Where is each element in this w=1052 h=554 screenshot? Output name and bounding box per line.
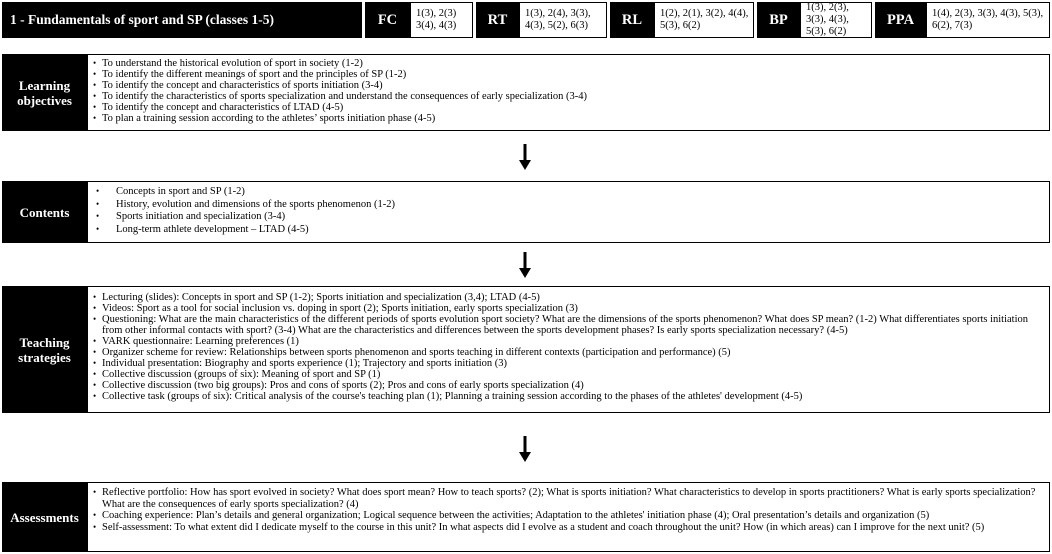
rl-values: 1(2), 2(1), 3(2), 4(4), 5(3), 6(2) <box>654 2 754 38</box>
objective-item: • To understand the historical evolution of sport in society (1-2) <box>92 58 1045 69</box>
rt-label: RT <box>476 2 519 38</box>
objective-item: • To identify the concept and characteristics of LTAD (4-5) <box>92 102 1045 113</box>
learning-objectives-label: Learning objectives <box>2 54 87 131</box>
assessment-item: • Coaching experience: Plan’s details and general organization; Logical sequence between the activities; Adaptation to the athletes' initiation phase (4); Oral presentation’s details and organization (5) <box>92 510 1045 522</box>
strategy-item: • Questioning: What are the main characteristics of the different periods of sports evolution sport society? What are the dimensions of the sports phenomenon? What does SP mean? (1-2) What differentiates sports initiation from other informal contacts with sport? (3-4) What are the characteristics and differences between the sports development phases? Is early sports specialization necessary? (4-5) <box>92 314 1045 336</box>
down-arrow-icon <box>519 436 531 462</box>
objective-item: • To identify the different meanings of sport and the principles of SP (1-2) <box>92 69 1045 80</box>
content-item: • Long-term athlete development – LTAD (4-5) <box>92 224 1045 235</box>
objective-item: • To identify the concept and characteristics of sports initiation (3-4) <box>92 80 1045 91</box>
strategy-item: • Lecturing (slides): Concepts in sport and SP (1-2); Sports initiation and specialization (3,4); LTAD (4-5) <box>92 292 1045 303</box>
assessments-box <box>87 482 1050 552</box>
ppa-values: 1(4), 2(3), 3(3), 4(3), 5(3), 6(2), 7(3) <box>926 2 1050 38</box>
strategy-item: • Videos: Sport as a tool for social inclusion vs. doping in sport (2); Sports initiation, early sports specialization (3) <box>92 303 1045 314</box>
strategy-item: • Collective discussion (groups of six): Meaning of sport and SP (1) <box>92 369 1045 380</box>
down-arrow-icon <box>519 252 531 278</box>
strategy-item: • Collective task (groups of six): Critical analysis of the course's teaching plan (1); Planning a training session according to the phases of the athletes' development (4-5) <box>92 391 1045 402</box>
ppa-label: PPA <box>875 2 926 38</box>
assessments-label: Assessments <box>2 482 87 552</box>
bp-values: 1(3), 2(3), 3(3), 4(3), 5(3), 6(2) <box>800 2 872 38</box>
fc-label: FC <box>365 2 410 38</box>
objective-item: • To identify the characteristics of sports specialization and understand the consequences of early specialization (3-4) <box>92 91 1045 102</box>
bp-label: BP <box>757 2 800 38</box>
strategy-item: • VARK questionnaire: Learning preferences (1) <box>92 336 1045 347</box>
assessment-item: • Reflective portfolio: How has sport evolved in society? What does sport mean? How to teach sports? (2); What is sports initiation? What characteristics to develop in sports practitioners? What is early sports specialization? What are the consequences of early sports specialization? (4) <box>92 487 1045 510</box>
rl-label: RL <box>610 2 654 38</box>
down-arrow-icon <box>519 144 531 170</box>
contents-box <box>87 181 1050 243</box>
rt-values: 1(3), 2(4), 3(3), 4(3), 5(2), 6(3) <box>519 2 607 38</box>
objective-item: • To plan a training session according to the athletes’ sports initiation phase (4-5) <box>92 113 1045 124</box>
content-item: • Concepts in sport and SP (1-2) <box>92 186 1045 197</box>
learning-objectives-box <box>87 54 1050 131</box>
strategy-item: • Organizer scheme for review: Relationships between sports phenomenon and sports teaching in different contexts (participation and performance) (5) <box>92 347 1045 358</box>
contents-label: Contents <box>2 181 87 243</box>
teaching-strategies-box <box>87 286 1050 413</box>
fc-values: 1(3), 2(3) 3(4), 4(3) <box>410 2 473 38</box>
unit-title: 1 - Fundamentals of sport and SP (classes 1-5) <box>2 2 362 38</box>
strategy-item: • Collective discussion (two big groups): Pros and cons of sports (2); Pros and cons of early sports specialization (4) <box>92 380 1045 391</box>
content-item: • Sports initiation and specialization (3-4) <box>92 211 1045 222</box>
assessment-item: • Self-assessment: To what extent did I dedicate myself to the course in this unit? In what aspects did I evolve as a student and coach throughout the unit? How (in which areas) can I improve for the next unit? (5) <box>92 522 1045 534</box>
content-item: • History, evolution and dimensions of the sports phenomenon (1-2) <box>92 199 1045 210</box>
strategy-item: • Individual presentation: Biography and sports experience (1); Trajectory and sports initiation (3) <box>92 358 1045 369</box>
teaching-strategies-label: Teaching strategies <box>2 286 87 413</box>
